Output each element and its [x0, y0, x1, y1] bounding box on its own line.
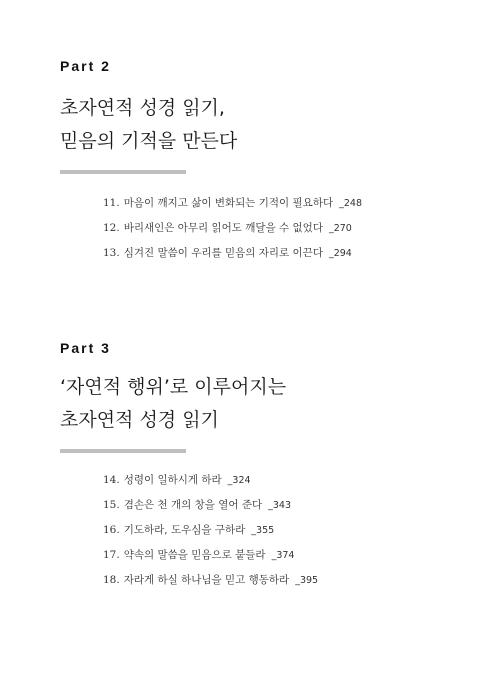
part-2-chapter-list: [103, 191, 362, 266]
chapter-number: 16.: [103, 524, 120, 536]
chapter-page: _270: [328, 223, 352, 234]
part-2-title-line-2: 믿음의 기적을 만든다: [60, 130, 238, 152]
part-3-title-line-2: 초자연적 성경 읽기: [60, 409, 219, 431]
chapter-page: _374: [271, 550, 295, 561]
chapter-title: 겸손은 천 개의 창을 열어 준다: [123, 499, 263, 511]
chapter-number: 13.: [103, 247, 120, 259]
chapter-number: 11.: [103, 197, 120, 209]
chapter-title: 바리새인은 아무리 읽어도 깨달을 수 없었다: [123, 222, 323, 234]
chapter-14-entry[interactable]: [103, 468, 318, 493]
chapter-page: _395: [295, 575, 319, 586]
part-3-title-line-1: ‘자연적 행위’로 이루어지는: [60, 376, 287, 398]
chapter-number: 15.: [103, 499, 120, 511]
part-2-title: [60, 92, 237, 158]
part-3-label: Part 3: [60, 340, 111, 356]
part-3-title: [60, 371, 286, 437]
chapter-13-entry[interactable]: [103, 241, 362, 266]
part-3-chapter-list: [103, 468, 318, 593]
chapter-title: 약속의 말씀을 믿음으로 붙들라: [123, 549, 266, 561]
chapter-number: 12.: [103, 222, 120, 234]
chapter-title: 기도하라, 도우심을 구하라: [123, 524, 246, 536]
chapter-title: 자라게 하실 하나님을 믿고 행동하라: [123, 574, 290, 586]
chapter-page: _343: [268, 500, 291, 511]
chapter-page: _355: [251, 525, 275, 536]
chapter-page: _294: [328, 248, 352, 259]
chapter-number: 14.: [103, 474, 120, 486]
part-2-title-line-1: 초자연적 성경 읽기,: [60, 97, 225, 119]
part-2-label: Part 2: [60, 58, 111, 74]
chapter-16-entry[interactable]: [103, 518, 318, 543]
chapter-title: 마음이 깨지고 삶이 변화되는 기적이 필요하다: [123, 197, 334, 209]
chapter-title: 성령이 일하시게 하라: [123, 474, 222, 486]
chapter-page: _324: [227, 475, 251, 486]
chapter-12-entry[interactable]: [103, 216, 362, 241]
chapter-page: _248: [339, 198, 362, 209]
chapter-17-entry[interactable]: [103, 543, 318, 568]
chapter-11-entry[interactable]: [103, 191, 362, 216]
chapter-18-entry[interactable]: [103, 568, 318, 593]
chapter-15-entry[interactable]: [103, 493, 318, 518]
chapter-title: 심겨진 말씀이 우리를 믿음의 자리로 이끈다: [123, 247, 323, 259]
chapter-number: 17.: [103, 549, 120, 561]
part-3-divider: [60, 449, 186, 453]
chapter-number: 18.: [103, 574, 120, 586]
part-2-divider: [60, 170, 186, 174]
